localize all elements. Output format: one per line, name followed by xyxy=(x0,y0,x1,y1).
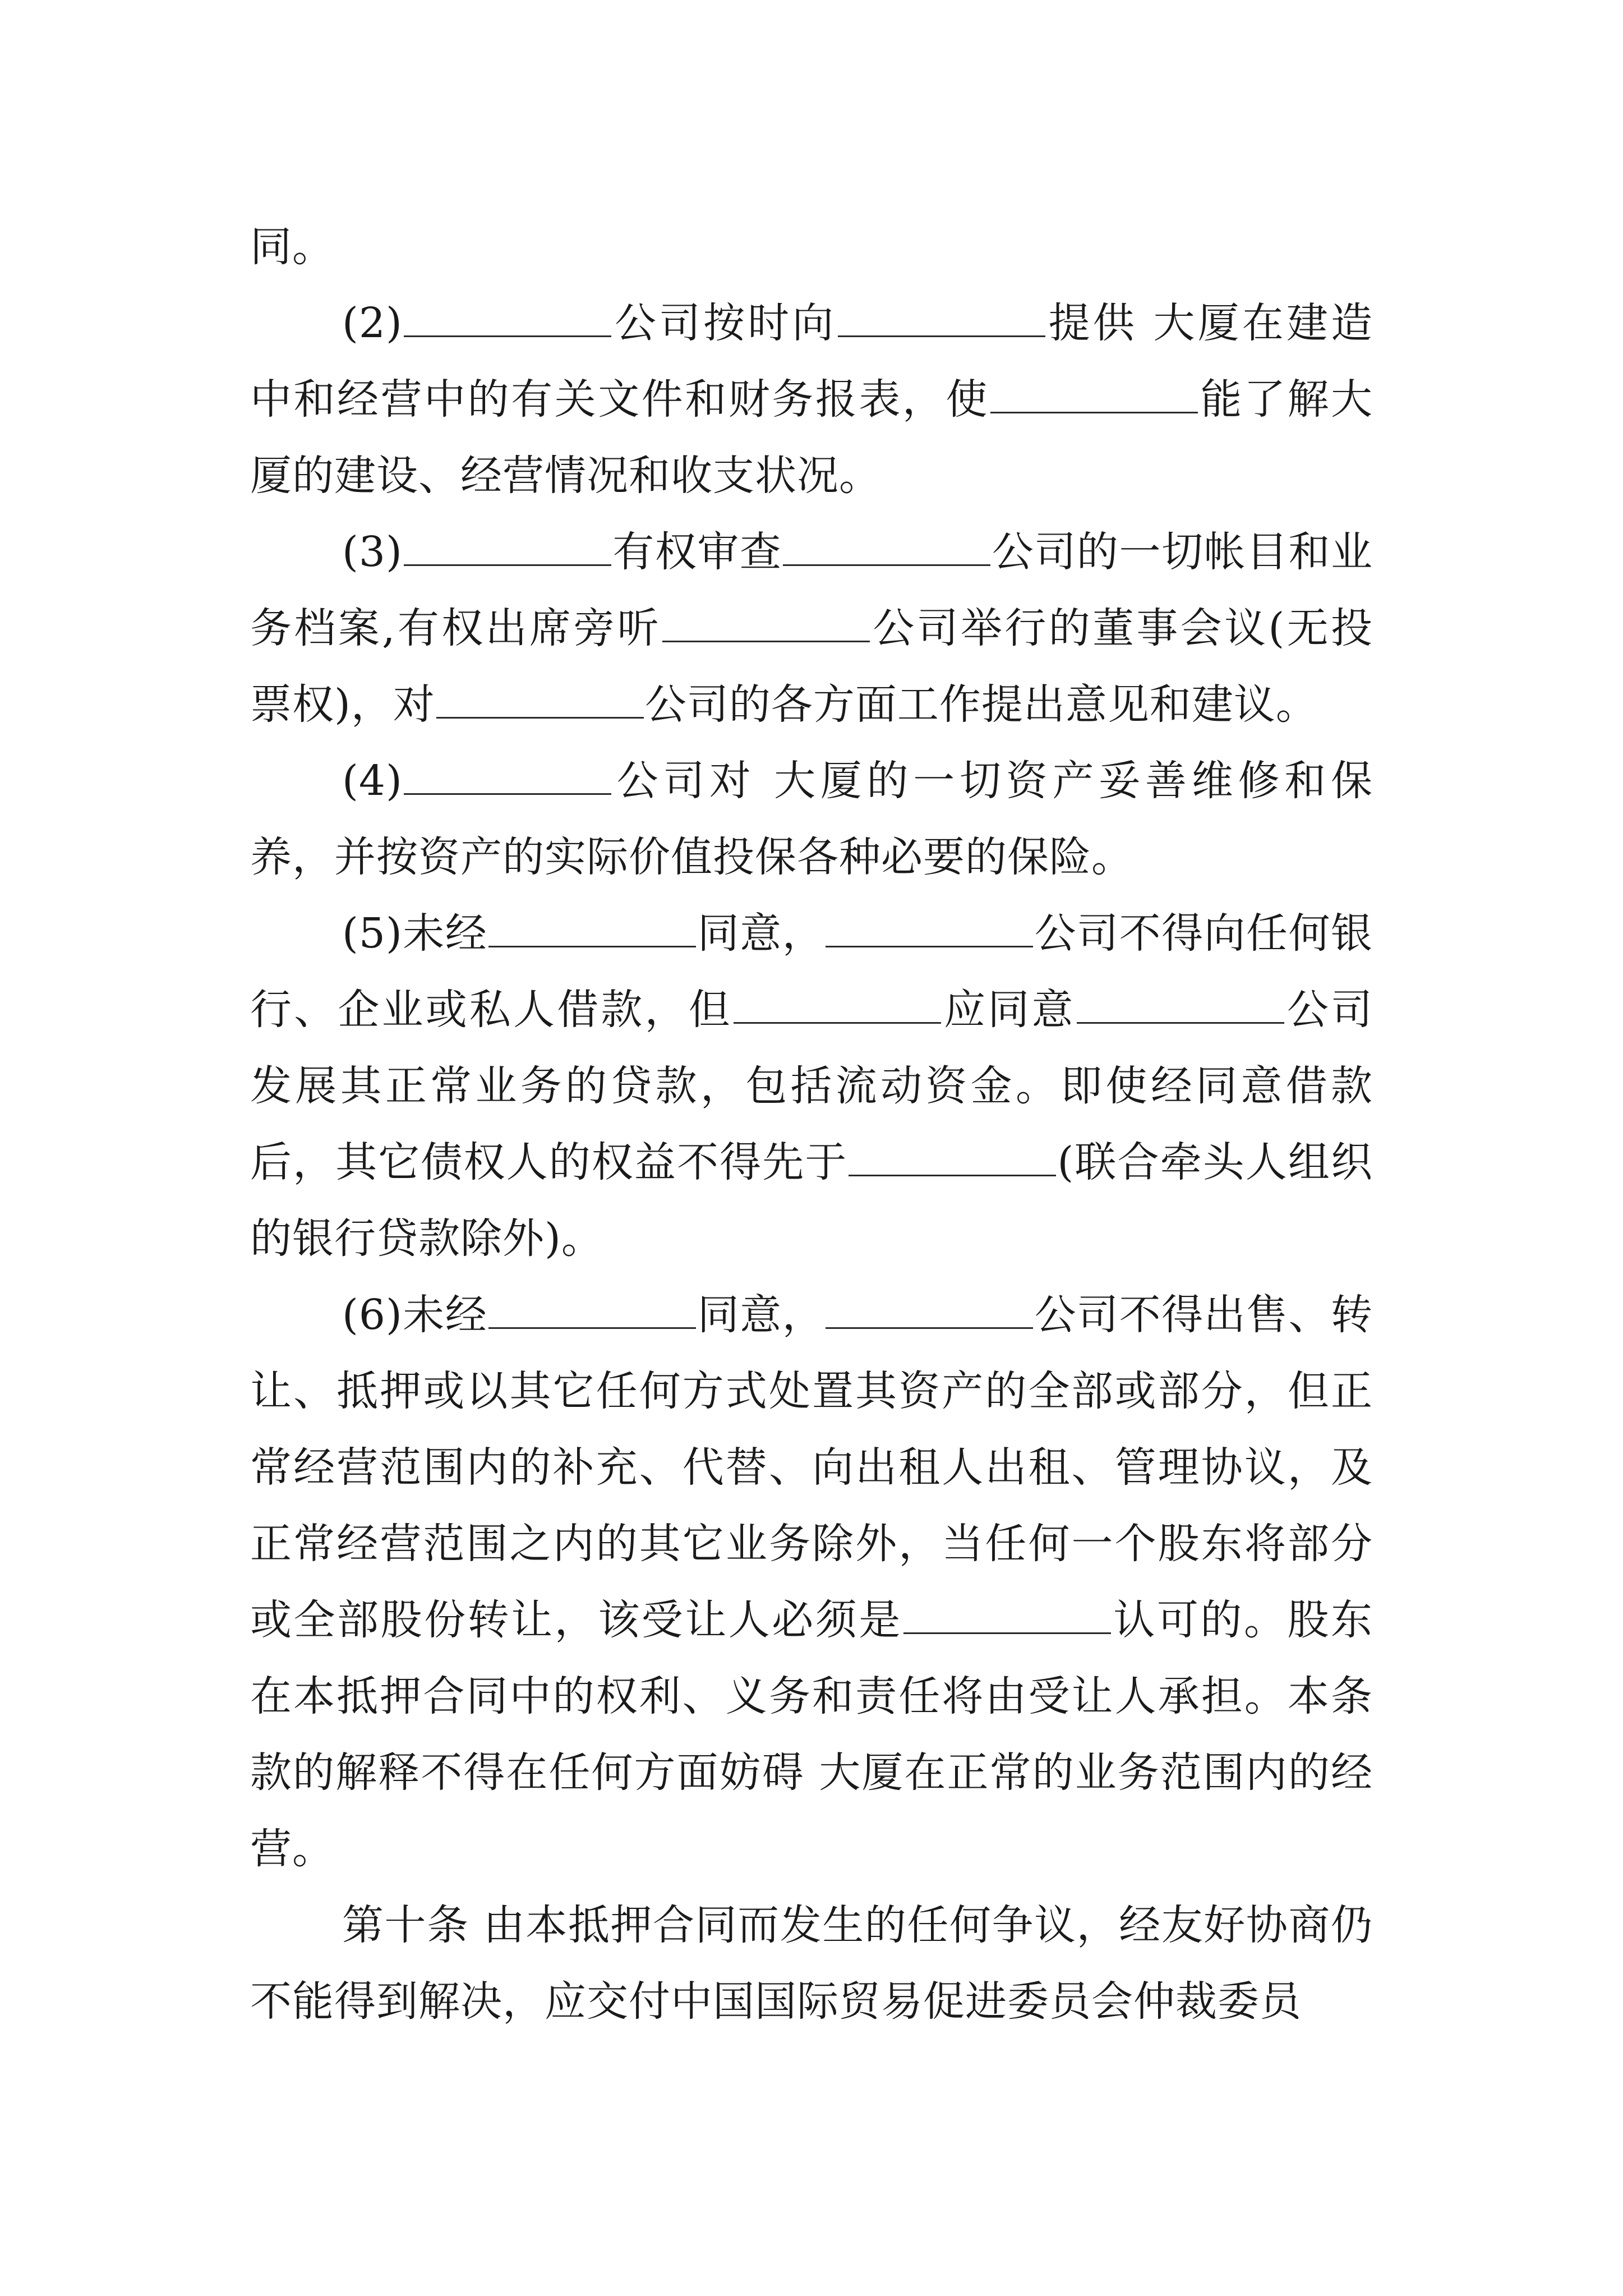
fill-in-blank xyxy=(849,1172,1056,1176)
paragraph-text: 同意， xyxy=(697,909,825,958)
fill-in-blank xyxy=(826,944,1033,947)
paragraph-text: 同意， xyxy=(697,1291,825,1339)
paragraph-text: 公司发展其正常业务的贷款，包括流动资金。即使经同意借款后，其它债权人的权益不得先于 xyxy=(250,986,1373,1186)
paragraph-text: 同。 xyxy=(250,223,334,271)
paragraph-text: 公司对 大厦的一切资产妥善维修和保养，并按资产的实际价值投保各种必要的保险。 xyxy=(250,757,1373,881)
paragraph-text: 公司不得向任何银行、企业或私人借款，但 xyxy=(250,909,1373,1034)
paragraph-text: (5)未经 xyxy=(342,909,488,958)
fill-in-blank xyxy=(826,1325,1033,1329)
fill-in-blank xyxy=(1077,1020,1284,1024)
paragraph-text: (3) xyxy=(342,528,403,576)
fill-in-blank xyxy=(783,562,990,566)
paragraph-text: 能了解大厦的建设、经营情况和收支状况。 xyxy=(250,375,1373,500)
fill-in-blank xyxy=(404,562,611,566)
fill-in-blank xyxy=(488,1325,696,1329)
fill-in-blank xyxy=(404,333,611,337)
paragraph-text: 公司的各方面工作提出意见和建议。 xyxy=(644,680,1318,729)
fill-in-blank xyxy=(903,1630,1111,1634)
paragraph-text: (联合牵头人组织的银行贷款除外)。 xyxy=(250,1138,1373,1263)
paragraph-text: 公司按时向 xyxy=(612,299,837,347)
paragraph-p6 xyxy=(250,1887,1373,2040)
paragraph-text: 认可的。股东在本抵押合同中的权利、义务和责任将由受让人承担。本条款的解释不得在任何方面妨碍 大厦在正常的业务范围内的经营。 xyxy=(250,1596,1373,1873)
paragraph-text: 公司的一切帐目和业务档案,有权出席旁听 xyxy=(250,528,1373,652)
paragraph-p3 xyxy=(250,743,1373,895)
paragraph-p0 xyxy=(250,209,1373,285)
paragraph-text: (6)未经 xyxy=(342,1291,488,1339)
fill-in-blank xyxy=(734,1020,941,1024)
paragraph-p2 xyxy=(250,514,1373,743)
document-page xyxy=(250,209,1373,2040)
fill-in-blank xyxy=(404,791,611,795)
paragraph-text: 有权审查 xyxy=(612,528,782,576)
paragraph-text: 公司举行的董事会议(无投票权)，对 xyxy=(250,604,1373,729)
paragraph-text: 第十条 由本抵押合同而发生的任何争议，经友好协商仍不能得到解决，应交付中国国际贸易促进委员会仲裁委员 xyxy=(250,1901,1373,2026)
paragraph-text: (4) xyxy=(342,757,403,805)
paragraph-p4 xyxy=(250,895,1373,1277)
paragraph-text: (2) xyxy=(342,299,403,347)
paragraph-text: 应同意 xyxy=(942,986,1076,1034)
paragraph-p5 xyxy=(250,1277,1373,1887)
paragraph-text: 公司不得出售、转让、抵押或以其它任何方式处置其资产的全部或部分，但正常经营范围内的补充、代替、向出租人出租、管理协议，及正常经营范围之内的其它业务除外，当任何一个股东将部分或全部股份转让，该受让人必须是 xyxy=(250,1291,1373,1644)
fill-in-blank xyxy=(436,715,644,719)
fill-in-blank xyxy=(990,409,1198,413)
paragraph-p1 xyxy=(250,285,1373,514)
fill-in-blank xyxy=(662,638,870,642)
fill-in-blank xyxy=(838,333,1045,337)
fill-in-blank xyxy=(488,944,696,947)
paragraph-text: 提供 大厦在建造中和经营中的有关文件和财务报表，使 xyxy=(250,299,1373,424)
